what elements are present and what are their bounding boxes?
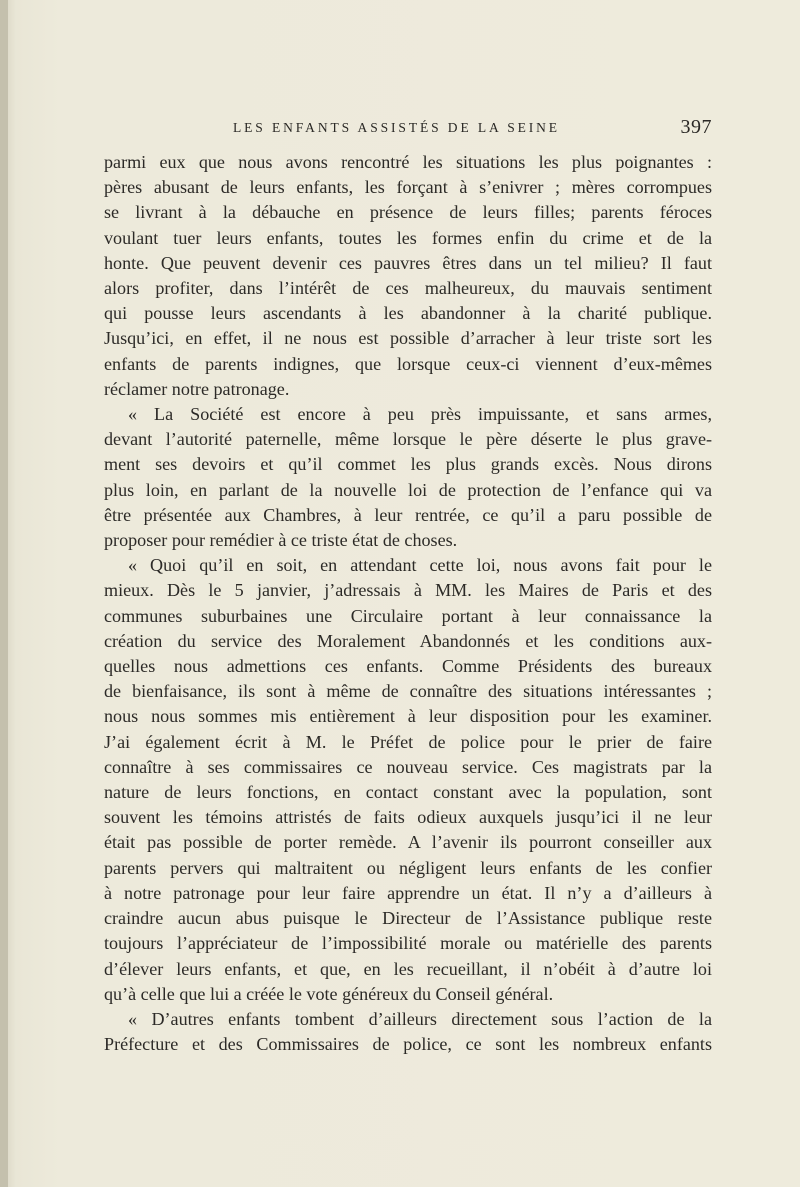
text-line: d’élever leurs enfants, et que, en les recueillant, il n’obéit à d’autre loi [104, 958, 712, 979]
text-line: ment ses devoirs et qu’il commet les plus grands excès. Nous dirons [104, 454, 712, 475]
text-line: proposer pour remédier à ce triste état de choses. [104, 530, 458, 551]
text-line: voulant tuer leurs enfants, toutes les formes enfin du crime et de la [104, 227, 712, 248]
text-line: honte. Que peuvent devenir ces pauvres êtres dans un tel milieu? Il faut [104, 252, 712, 273]
text-line: mieux. Dès le 5 janvier, j’adressais à MM. les Maires de Paris et des [104, 580, 712, 601]
text-line: à notre patronage pour leur faire apprendre un état. Il n’y a d’ailleurs à [104, 882, 712, 903]
text-line: parents pervers qui maltraitent ou négligent leurs enfants de les confier [104, 857, 712, 878]
text-line: pères abusant de leurs enfants, les forçant à s’enivrer ; mères corrompues [104, 177, 712, 198]
text-line: communes suburbaines une Circulaire portant à leur connaissance la [104, 605, 712, 626]
text-line: enfants de parents indignes, que lorsque ceux-ci viennent d’eux-mêmes [104, 353, 712, 374]
text-line: nature de leurs fonctions, en contact constant avec la population, sont [104, 782, 712, 803]
text-line: « La Société est encore à peu près impuissante, et sans armes, [128, 404, 712, 425]
text-line: devant l’autorité paternelle, même lorsque le père déserte le plus grave- [104, 429, 712, 450]
text-line: toujours l’appréciateur de l’impossibilité morale ou matérielle des parents [104, 933, 712, 954]
running-head [104, 117, 712, 143]
text-line: création du service des Moralement Abandonnés et les conditions aux- [104, 630, 712, 651]
text-line: plus loin, en parlant de la nouvelle loi de protection de l’enfance qui va [104, 479, 712, 500]
text-line: craindre aucun abus puisque le Directeur de l’Assistance publique reste [104, 908, 712, 929]
text-line: se livrant à la débauche en présence de leurs filles; parents féroces [104, 202, 712, 223]
page-gutter-shadow [0, 0, 8, 1187]
text-line: de bienfaisance, ils sont à même de connaître des situations intéressantes ; [104, 681, 712, 702]
text-line: qui pousse leurs ascendants à les abandonner à la charité publique. [104, 303, 712, 324]
body-text [104, 150, 712, 1057]
text-line: « D’autres enfants tombent d’ailleurs directement sous l’action de la [128, 1008, 712, 1029]
text-line: quelles nous admettions ces enfants. Comme Présidents des bureaux [104, 656, 712, 677]
text-line: « Quoi qu’il en soit, en attendant cette loi, nous avons fait pour le [128, 555, 712, 576]
text-line: nous nous sommes mis entièrement à leur disposition pour les examiner. [104, 706, 712, 727]
text-line: réclamer notre patronage. [104, 378, 290, 399]
text-line: être présentée aux Chambres, à leur rentrée, ce qu’il a paru possible de [104, 504, 712, 525]
text-line: qu’à celle que lui a créée le vote généreux du Conseil général. [104, 983, 554, 1004]
page-number: 397 [680, 116, 712, 138]
text-line: était pas possible de porter remède. A l’avenir ils pourront conseiller aux [104, 832, 712, 853]
text-line: Préfecture et des Commissaires de police, ce sont les nombreux enfants [104, 1034, 712, 1055]
text-line: Jusqu’ici, en effet, il ne nous est possible d’arracher à leur triste sort les [104, 328, 712, 349]
text-line: souvent les témoins attristés de faits odieux auxquels jusqu’ici il ne leur [104, 807, 712, 828]
text-line: alors profiter, dans l’intérêt de ces malheureux, du mauvais sentiment [104, 278, 712, 299]
text-line: J’ai également écrit à M. le Préfet de police pour le prier de faire [104, 731, 712, 752]
running-title: LES ENFANTS ASSISTÉS DE LA SEINE [233, 120, 560, 135]
text-line: parmi eux que nous avons rencontré les situations les plus poignantes : [104, 152, 712, 172]
text-line: connaître à ses commissaires ce nouveau service. Ces magistrats par la [104, 756, 712, 777]
